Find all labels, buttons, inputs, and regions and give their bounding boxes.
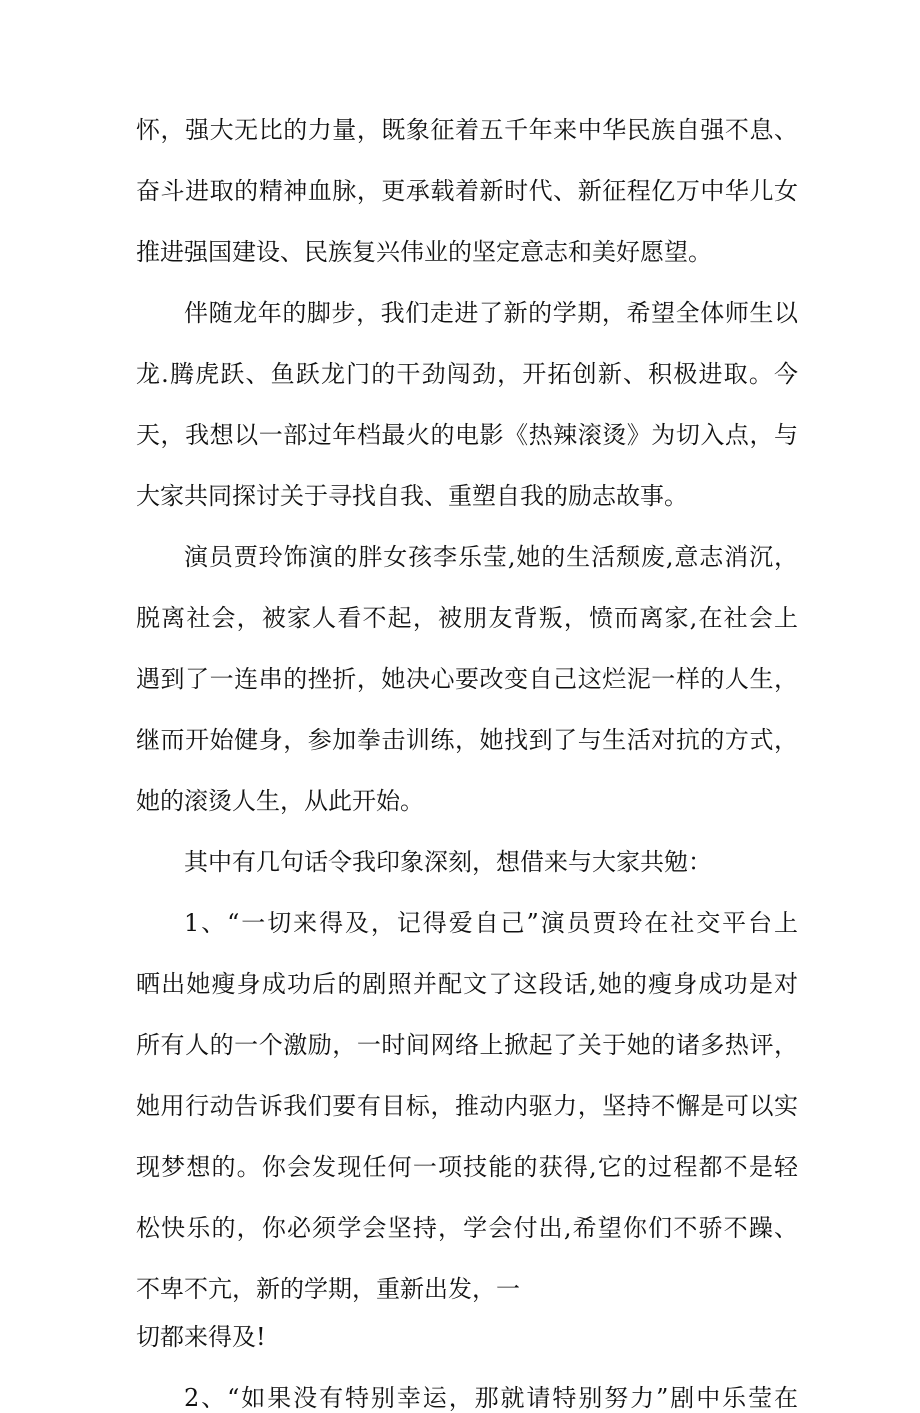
text-line: 现梦想的。你会发现任何一项技能的获得,它的过程都不是轻 xyxy=(136,1153,798,1181)
text-line: 她的滚烫人生，从此开始。 xyxy=(136,787,424,815)
text-line: 切都来得及! xyxy=(136,1323,266,1351)
text-line: 2、“如果没有特别幸运，那就请特别努力”剧中乐莹在 xyxy=(184,1384,798,1412)
text-line: 不卑不亢，新的学期，重新出发，一 xyxy=(136,1275,520,1303)
text-line: 奋斗进取的精神血脉，更承载着新时代、新征程亿万中华儿女 xyxy=(136,177,798,205)
text-line: 她用行动告诉我们要有目标，推动内驱力，坚持不懈是可以实 xyxy=(136,1092,798,1120)
text-line: 松快乐的，你必须学会坚持，学会付出,希望你们不骄不躁、 xyxy=(136,1214,798,1242)
text-line: 继而开始健身，参加拳击训练，她找到了与生活对抗的方式， xyxy=(136,726,798,754)
text-line: 天，我想以一部过年档最火的电影《热辣滚烫》为切入点，与 xyxy=(136,421,798,449)
text-line: 脱离社会，被家人看不起，被朋友背叛，愤而离家,在社会上 xyxy=(136,604,798,632)
text-line: 所有人的一个激励，一时间网络上掀起了关于她的诸多热评， xyxy=(136,1031,798,1059)
text-line: 龙.腾虎跃、鱼跃龙门的干劲闯劲，开拓创新、积极进取。今 xyxy=(136,360,798,388)
text-line: 晒出她瘦身成功后的剧照并配文了这段话,她的瘦身成功是对 xyxy=(136,970,798,998)
text-line: 伴随龙年的脚步，我们走进了新的学期，希望全体师生以 xyxy=(184,299,798,327)
text-line: 遇到了一连串的挫折，她决心要改变自己这烂泥一样的人生， xyxy=(136,665,798,693)
text-line: 怀，强大无比的力量，既象征着五千年来中华民族自强不息、 xyxy=(136,116,798,144)
text-line: 其中有几句话令我印象深刻，想借来与大家共勉： xyxy=(184,848,712,876)
text-line: 大家共同探讨关于寻找自我、重塑自我的励志故事。 xyxy=(136,482,688,510)
text-line: 1、“一切来得及，记得爱自己”演员贾玲在社交平台上 xyxy=(184,909,798,937)
text-line: 推进强国建设、民族复兴伟业的坚定意志和美好愿望。 xyxy=(136,238,712,266)
text-line: 演员贾玲饰演的胖女孩李乐莹,她的生活颓废,意志消沉， xyxy=(184,543,798,571)
